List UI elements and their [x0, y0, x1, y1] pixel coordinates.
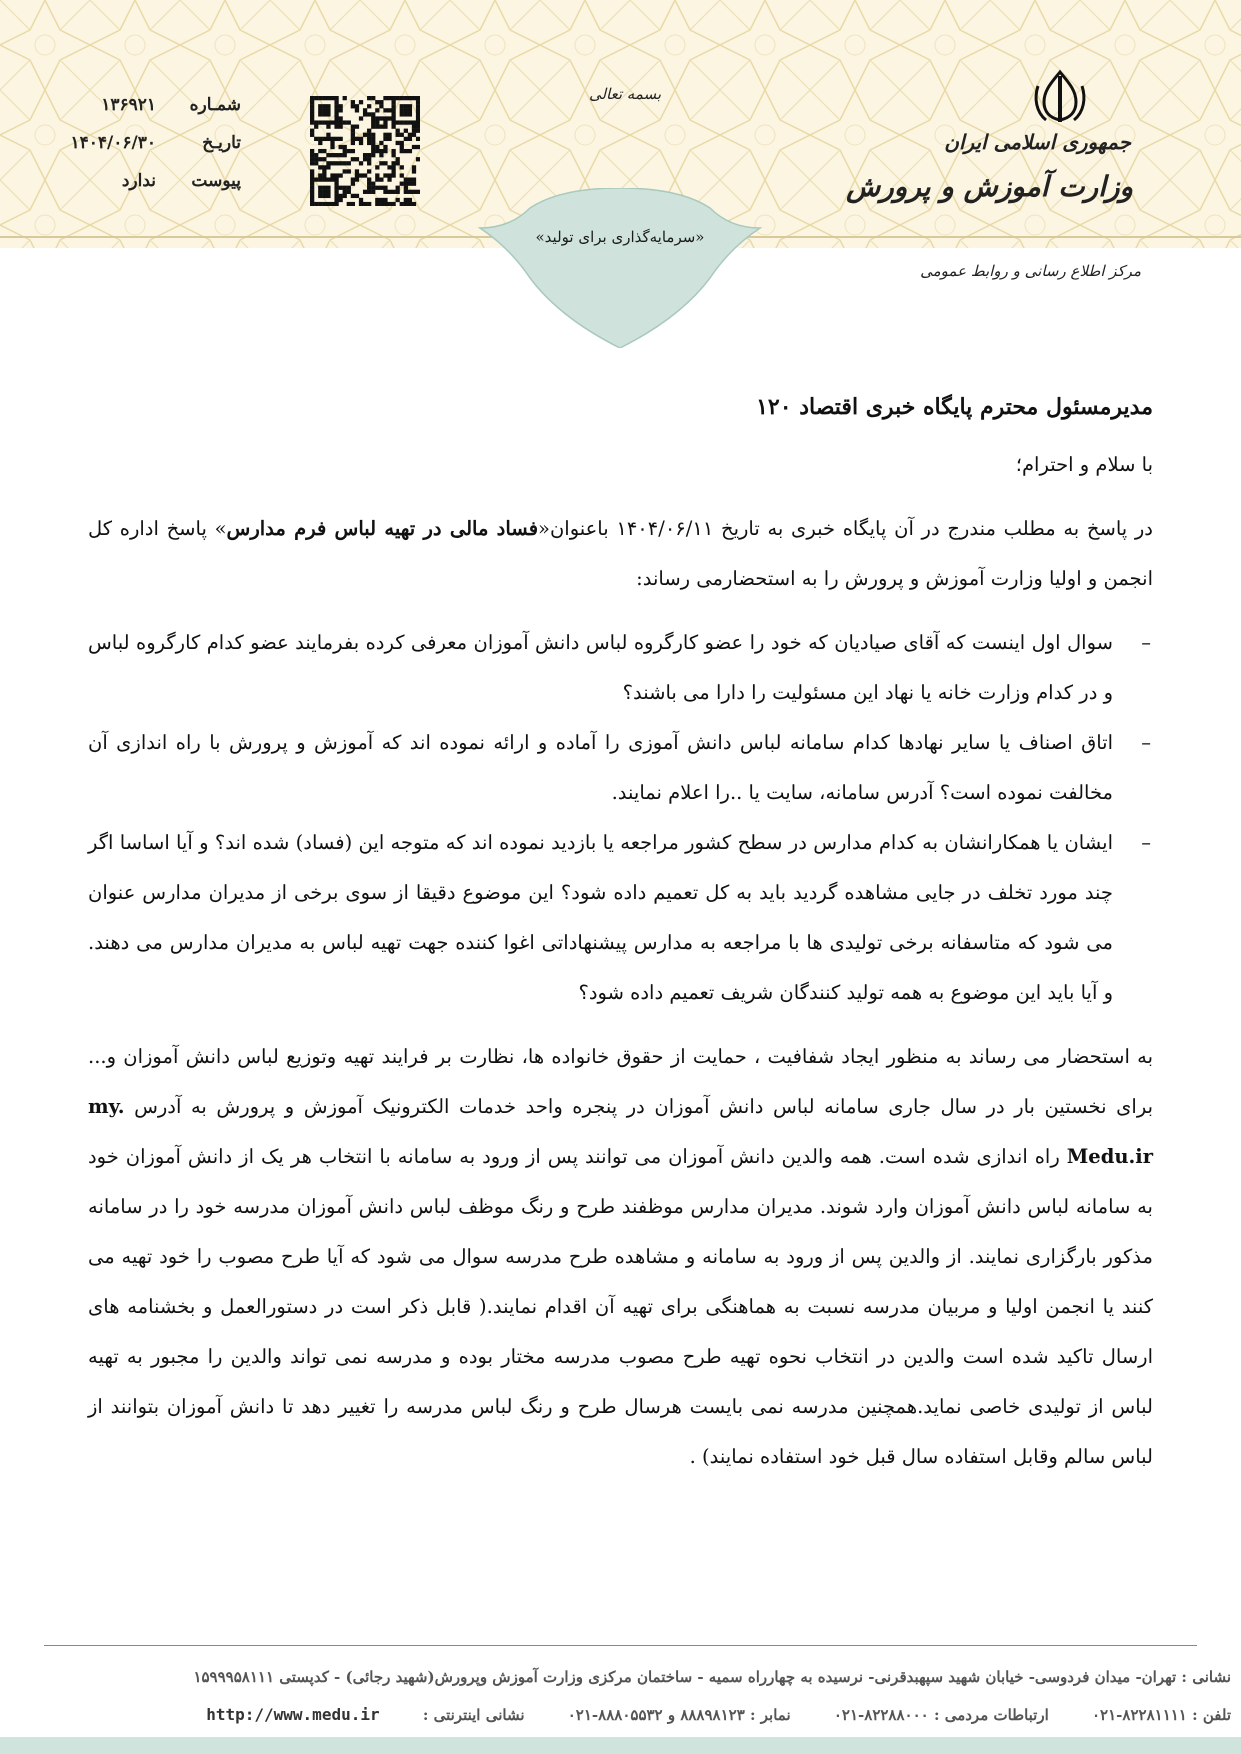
footer-website-label: نشانی اینترنتی : [422, 1706, 525, 1724]
attachment-label: پیوست [191, 171, 241, 191]
list-item: – سوال اول اینست که آقای صیادیان که خود را عضو کارگروه لباس دانش آموزان معرفی کرده بفرمایند عضو کدام کارگروه لباس و در کدام وزارت خانه یا نهاد این مسئولیت را دارا می باشند؟ [88, 631, 1151, 704]
attachment-value: ندارد [121, 171, 156, 191]
meta-labels [190, 86, 241, 200]
letter-body [88, 382, 1153, 1496]
qr-code-icon [310, 96, 420, 206]
footer-public-relations: ارتباطات مردمی : ۸۲۲۸۸۰۰۰-۰۲۱ [833, 1706, 1049, 1724]
iran-emblem-icon [1030, 68, 1090, 126]
ministry-line2: وزارت آموزش و پرورش [846, 170, 1133, 203]
list-item: – اتاق اصناف یا سایر نهادها کدام سامانه لباس دانش آموزی را آماده و ارائه نموده اند که آموزش و پرورش با راه اندازی آن مخالفت نموده است؟ آدرس سامانه، سایت یا ..را اعلام نمایند. [88, 731, 1151, 804]
intro-text-before: در پاسخ به مطلب مندرج در آن پایگاه خبری به تاریخ ۱۴۰۴/۰۶/۱۱ باعنوان« [538, 517, 1153, 540]
ministry-line1: جمهوری اسلامی ایران [944, 130, 1131, 154]
question-text: ایشان یا همکارانشان به کدام مدارس در سطح کشور مراجعه یا بازدید نموده اند که متوجه این (فساد) شده اند؟ و آیا اساسا اگر چند مورد تخلف در جایی مشاهده گردید باید به کل تعمیم داده شود؟ این موضوع دقیقا از سوی برخی از مدیران مدارس عنوان می شود که متاسفانه برخی تولیدی ها با مراجعه به مدارس پیشنهاداتی اغوا کننده جهت تهیه لباس به مدیران مدارس می دهند. و آیا باید این موضوع به همه تولید کنندگان شریف تعمیم داده شود؟ [88, 831, 1113, 1004]
footer-contacts [6, 1705, 1231, 1724]
conclusion-paragraph [88, 1032, 1153, 1482]
portal-address: my. Medu.ir [88, 1095, 1153, 1168]
footer-fax: نمابر : ۸۸۸۹۸۱۲۳ و ۸۸۸۰۵۵۳۲-۰۲۱ [567, 1706, 791, 1724]
number-label: شمـاره [189, 95, 241, 115]
date-value: ۱۴۰۴/۰۶/۳۰ [70, 133, 156, 153]
bottom-bar [0, 1737, 1241, 1754]
slogan-medallion [470, 188, 770, 348]
intro-text-after: » پاسخ اداره کل انجمن و اولیا وزارت آموزش و پرورش را به استحضارمی رساند: [88, 517, 1153, 590]
number-value: ۱۳۶۹۲۱ [101, 95, 156, 115]
slogan: «سرمایه‌گذاری برای تولید» [535, 228, 705, 246]
meta-values [71, 86, 156, 200]
recipient: مدیرمسئول محترم پایگاه خبری اقتصاد ۱۲۰ [756, 394, 1153, 420]
footer-address: نشانی : تهران- میدان فردوسی- خیابان شهید سپهبدقرنی- نرسیده به چهارراه سمیه - ساختمان مرکزی وزارت آموزش وپرورش(شهید رجائی) - کدپستی ۱۵۹۹۹۵۸۱۱۱ [193, 1668, 1231, 1686]
footer-phone: تلفن : ۸۲۲۸۱۱۱۱-۰۲۱ [1092, 1706, 1231, 1724]
question-text: سوال اول اینست که آقای صیادیان که خود را عضو کارگروه لباس دانش آموزان معرفی کرده بفرمایند عضو کدام کارگروه لباس و در کدام وزارت خانه یا نهاد این مسئولیت را دارا می باشند؟ [88, 631, 1113, 704]
greeting: با سلام و احترام؛ [1015, 453, 1153, 476]
conclusion-text-before: به استحضار می رساند به منظور ایجاد شفافیت ، حمایت از حقوق خانواده ها، نظارت بر فرایند تهیه وتوزیع لباس دانش آموزان و... برای نخستین بار در سال جاری سامانه لباس دانش آموزان در پنجره واحد خدمات الکترونیک آموزش و پرورش به آدرس [88, 1045, 1153, 1118]
conclusion-text-after: راه اندازی شده است. همه والدین دانش آموزان می توانند پس از ورود به سامانه با انتخاب هر یک از دانش آموزان خود به سامانه لباس دانش آموزان وارد شوند. مدیران مدارس موظفند طرح و رنگ موظف لباس دانش آموزان مدرسه خود را در سامانه مذکور بارگزاری نمایند. از والدین پس از ورود به سامانه و مشاهده طرح مدرسه سوال می شود که آیا طرح مصوب را خود تهیه می کنند یا انجمن اولیا و مربیان مدرسه نسبت به هماهنگی برای تهیه آن اقدام نمایند.( قابل ذکر است در دستورالعمل و بخشنامه های ارسال تاکید شده است والدین در انتخاب نحوه تهیه طرح مصوب مدرسه مختار بوده و مدرسه نمی تواند والدین را مجبور به تهیه لباس از تولیدی خاصی نماید.همچنین مدرسه نمی بایست هرسال طرح و رنگ لباس مدرسه را تغییر دهد تا دانش آموزان بتوانند از لباس سالم وقابل استفاده سال قبل خود استفاده نمایند) . [88, 1145, 1153, 1468]
basmala: بسمه تعالی [588, 85, 662, 103]
footer-website-link[interactable]: http://www.medu.ir [206, 1705, 380, 1724]
center-name: مرکز اطلاع رسانی و روابط عمومی [920, 262, 1141, 280]
intro-paragraph [88, 504, 1153, 604]
question-list [88, 618, 1153, 1018]
article-title: فساد مالی در تهیه لباس فرم مدارس [226, 517, 539, 540]
question-text: اتاق اصناف یا سایر نهادها کدام سامانه لباس دانش آموزی را آماده و ارائه نموده اند که آموزش و پرورش با راه اندازی آن مخالفت نموده است؟ آدرس سامانه، سایت یا ..را اعلام نمایند. [88, 731, 1113, 804]
date-label: تاریـخ [202, 133, 241, 153]
footer-divider [44, 1645, 1197, 1646]
list-item: – ایشان یا همکارانشان به کدام مدارس در سطح کشور مراجعه یا بازدید نموده اند که متوجه این (فساد) شده اند؟ و آیا اساسا اگر چند مورد تخلف در جایی مشاهده گردید باید به کل تعمیم داده شود؟ این موضوع دقیقا از سوی برخی از مدیران مدارس عنوان می شود که متاسفانه برخی تولیدی ها با مراجعه به مدارس پیشنهاداتی اغوا کننده جهت تهیه لباس به مدیران مدارس می دهند. و آیا باید این موضوع به همه تولید کنندگان شریف تعمیم داده شود؟ [88, 831, 1151, 1004]
